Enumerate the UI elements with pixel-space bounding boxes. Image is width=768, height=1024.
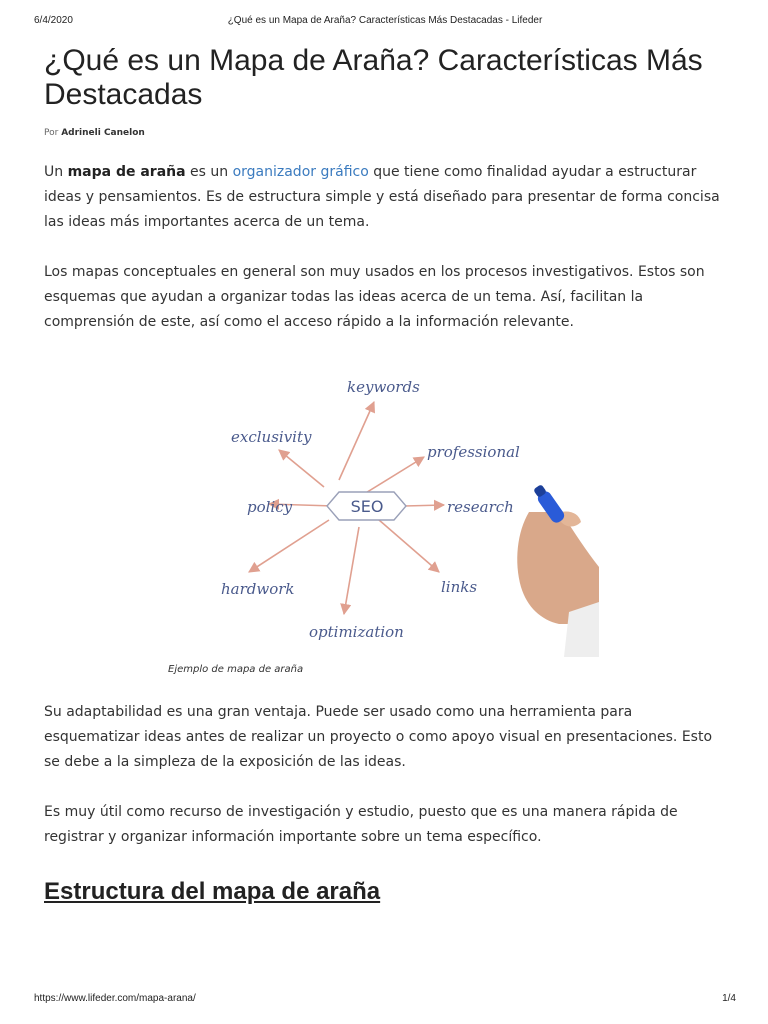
word-links: links (441, 578, 478, 596)
print-page-title: ¿Qué es un Mapa de Araña? Características Más Destacadas - Lifeder (227, 15, 543, 26)
arrow-research (404, 505, 444, 506)
paragraph-recurso: Es muy útil como recurso de investigación y estudio, puesto que es una manera rápida de registrar y organizar información importante sobre un tema específico. (44, 804, 678, 845)
p1-after: que tiene como finalidad ayudar a estructurar ideas y pensamientos. Es de estructura simple y está diseñado para presentar de forma concisa las ideas más importantes acerca de un tema. (44, 164, 720, 230)
word-exclusivity: exclusivity (231, 428, 312, 446)
paragraph-mapas-conceptuales: Los mapas conceptuales en general son muy usados en los procesos investigativos. Estos son esquemas que ayudan a organizar todas las ideas acerca de un tema. Así, facilitan la comprensión de este, así como el acceso rápido a la información relevante. (44, 264, 705, 330)
word-keywords: keywords (347, 378, 420, 396)
byline-prefix: Por (44, 128, 59, 138)
paragraph-intro (44, 160, 724, 235)
print-date: 6/4/2020 (34, 15, 73, 26)
byline (44, 128, 724, 138)
paragraph-adaptabilidad: Su adaptabilidad es una gran ventaja. Puede ser usado como una herramienta para esquematizar ideas antes de realizar un proyecto o como apoyo visual en presentaciones. Esto se debe a la simpleza de la exposición de las ideas. (44, 704, 713, 770)
center-word-seo: SEO (350, 497, 384, 516)
word-policy: policy (247, 498, 293, 516)
p1-bold-term: mapa de araña (67, 164, 186, 180)
organizador-grafico-link[interactable]: organizador gráfico (232, 164, 369, 180)
word-optimization: optimization (309, 623, 404, 641)
author-link[interactable]: Adrineli Canelon (61, 128, 145, 138)
print-page-number: 1/4 (722, 993, 736, 1004)
spider-map-image (169, 362, 599, 657)
figure-caption: Ejemplo de mapa de araña (168, 664, 304, 675)
article-title: ¿Qué es un Mapa de Araña? Características Más Destacadas (44, 44, 703, 111)
article (44, 44, 724, 906)
p1-before: Un (44, 164, 68, 180)
spider-map-figure (44, 362, 724, 675)
word-hardwork: hardwork (221, 580, 295, 598)
word-research: research (447, 498, 514, 516)
section-heading-estructura: Estructura del mapa de araña (44, 878, 381, 905)
word-professional: professional (427, 443, 520, 461)
print-url: https://www.lifeder.com/mapa-arana/ (34, 993, 196, 1004)
p1-middle: es un (185, 164, 233, 180)
